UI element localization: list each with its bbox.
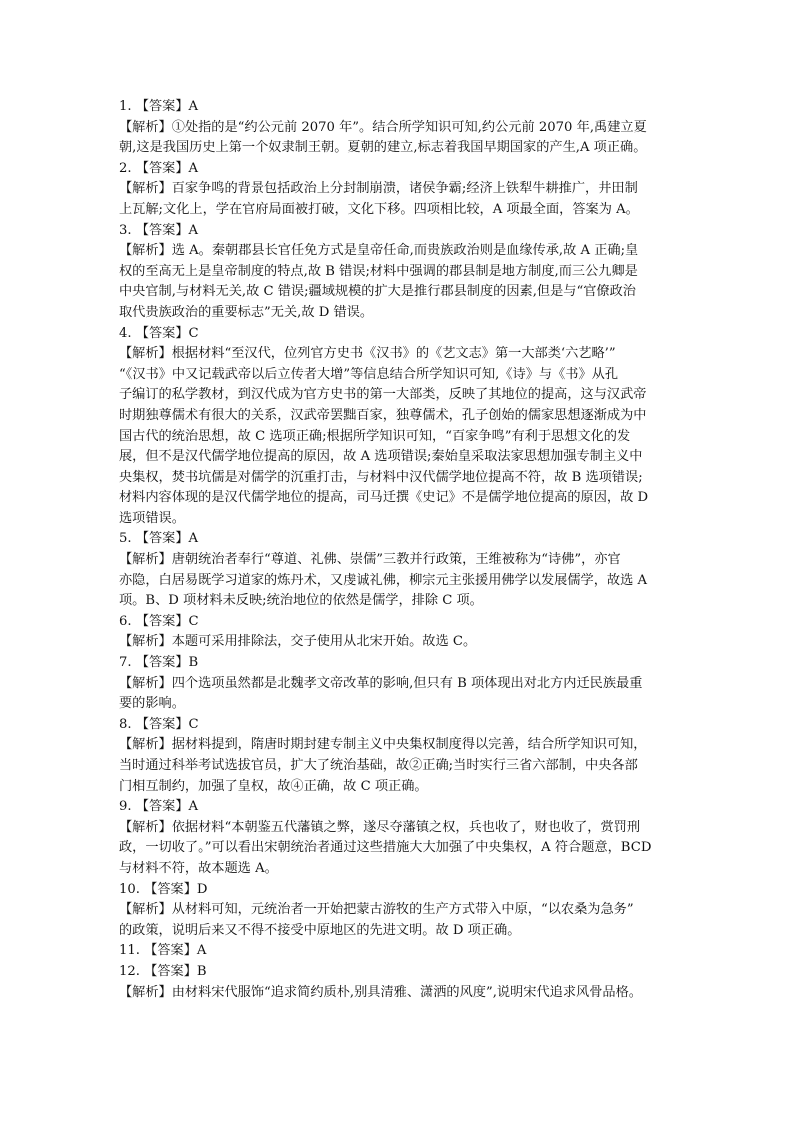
answer-line: 11. 【答案】A [119, 943, 207, 959]
analysis-line: 朝,这是我国历史上第一个奴隶制王朝。夏朝的建立,标志着我国早期国家的产生,A 项正确。 [119, 140, 647, 156]
analysis-line: 当时通过科举考试选拔官员，扩大了统治基础，故②正确;当时实行三省六部制，中央各部 [119, 758, 638, 773]
analysis-line: 【解析】本题可采用排除法，交子使用从北宋开始。故选 C。 [119, 634, 477, 650]
answer-item [119, 159, 681, 221]
answer-item [119, 797, 681, 879]
analysis-line: 上瓦解;文化上，学在官府局面被打破，文化下移。四项相比较，A 项最全面，答案为 A。 [119, 201, 639, 217]
answer-line: 3. 【答案】A [119, 222, 199, 238]
answer-line: 5. 【答案】A [119, 531, 199, 547]
answer-item [119, 962, 681, 1003]
analysis-line: 门相互制约，加强了皇权，故④正确，故 C 项正确。 [119, 778, 428, 794]
analysis-line: 央集权，焚书坑儒是对儒学的沉重打击，与材料中汉代儒学地位提高不符，故 B 选项错误; [119, 469, 643, 485]
analysis-line: 中央官制,与材料无关,故 C 错误;疆域规模的扩大是推行郡县制度的因素,但是与“官僚政治 [119, 284, 636, 300]
answer-line: 10. 【答案】D [119, 881, 208, 897]
analysis-line: 【解析】由材料宋代服饰“追求简约质朴,别具清雅、潇洒的风度”,说明宋代追求风骨品格。 [119, 984, 642, 1000]
analysis-line: 【解析】选 A。秦朝郡县长官任免方式是皇帝任命,而贵族政治则是血缘传承,故 A 正确;皇 [119, 243, 639, 259]
analysis-line: 权的至高无上是皇帝制度的特点,故 B 错误;材料中强调的郡县制是地方制度,而三公九卿是 [119, 263, 638, 279]
answer-item [119, 715, 681, 797]
analysis-line: 取代贵族政治的重要标志”无关,故 D 错误。 [119, 304, 374, 320]
answer-line: 4. 【答案】C [119, 325, 199, 341]
analysis-line: 【解析】四个选项虽然都是北魏孝文帝改革的影响,但只有 B 项体现出对北方内迁民族最重 [119, 675, 643, 691]
answer-item [119, 653, 681, 715]
analysis-line: 的政策，说明后来又不得不接受中原地区的先进文明。故 D 项正确。 [119, 922, 521, 938]
analysis-line: 要的影响。 [119, 696, 185, 712]
analysis-line: 项。B、D 项材料未反映;统治地位的依然是儒学，排除 C 项。 [119, 593, 483, 609]
answer-item [119, 529, 681, 611]
analysis-line: 【解析】据材料提到，隋唐时期封建专制主义中央集权制度得以完善，结合所学知识可知， [119, 737, 647, 753]
answer-item [119, 880, 681, 942]
analysis-line: 【解析】依据材料“本朝鉴五代藩镇之弊，遂尽夺藩镇之权，兵也收了，财也收了，赏罚刑 [119, 819, 641, 835]
answer-item [119, 941, 681, 962]
answer-line: 8. 【答案】C [119, 716, 199, 732]
analysis-line: 亦隐，白居易既学习道家的炼丹术，又虔诚礼佛，柳宗元主张援用佛学以发展儒学，故选 A [119, 572, 648, 588]
answer-line: 6. 【答案】C [119, 613, 199, 629]
answer-key-document [119, 97, 681, 1003]
analysis-line: 时期独尊儒术有很大的关系，汉武帝罢黜百家，独尊儒术，孔子创始的儒家思想逐渐成为中 [119, 407, 647, 423]
analysis-line: 【解析】百家争鸣的背景包括政治上分封制崩溃，诸侯争霸;经济上铁犁牛耕推广，井田制 [119, 181, 638, 197]
analysis-line: “《汉书》中又记载武帝以后立传者大增”等信息结合所学知识可知,《诗》与《书》从孔 [119, 366, 619, 382]
answer-line: 1. 【答案】A [119, 99, 199, 114]
answer-line: 2. 【答案】A [119, 160, 199, 176]
answer-item [119, 324, 681, 530]
analysis-line: 【解析】唐朝统治者奉行“尊道、礼佛、崇儒”三教并行政策，王维被称为“诗佛”，亦官 [119, 552, 621, 568]
analysis-line: 【解析】根据材料“至汉代，位列官方史书《汉书》的《艺文志》第一大部类‘六艺略’” [119, 346, 616, 362]
analysis-line: 与材料不符，故本题选 A。 [119, 860, 278, 876]
analysis-line: 展，但不是汉代儒学地位提高的原因，故 A 选项错误;秦始皇采取法家思想加强专制主义中 [119, 449, 643, 465]
analysis-line: 【解析】①处指的是“约公元前 2070 年”。结合所学知识可知,约公元前 2070 年,禹建立夏 [119, 119, 647, 135]
analysis-line: 材料内容体现的是汉代儒学地位的提高，司马迁撰《史记》不是儒学地位提高的原因，故 D [119, 490, 649, 506]
answer-item [119, 97, 681, 159]
answer-item [119, 221, 681, 324]
analysis-line: 国古代的统治思想，故 C 选项正确;根据所学知识可知，“百家争鸣”有利于思想文化的发 [119, 428, 631, 444]
analysis-line: 政，一切收了。”可以看出宋朝统治者通过这些措施大大加强了中央集权，A 符合题意，BCD [119, 840, 652, 856]
answer-line: 7. 【答案】B [119, 655, 199, 671]
answer-line: 12. 【答案】B [119, 963, 207, 979]
answer-line: 9. 【答案】A [119, 799, 199, 815]
analysis-line: 子编订的私学教材，到汉代成为官方史书的第一大部类，反映了其地位的提高，这与汉武帝 [119, 387, 647, 403]
analysis-line: 【解析】从材料可知，元统治者一开始把蒙古游牧的生产方式带入中原，“以农桑为急务” [119, 902, 634, 918]
answer-item [119, 612, 681, 653]
analysis-line: 选项错误。 [119, 510, 185, 526]
